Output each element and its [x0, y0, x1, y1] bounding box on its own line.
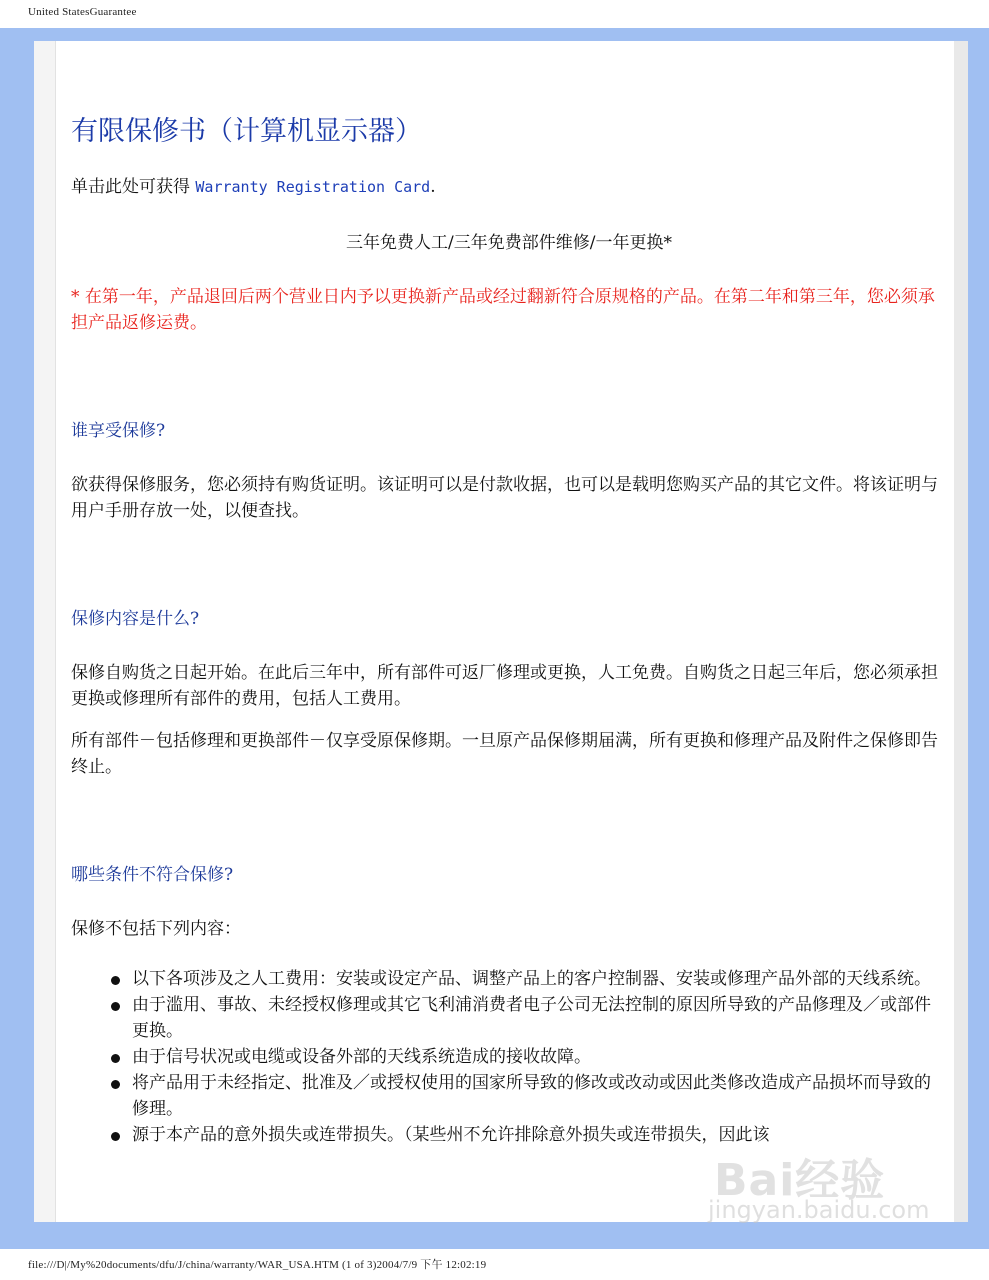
- watermark-logo: Bai经验: [714, 1155, 886, 1206]
- replacement-note: * 在第一年，产品退回后两个营业日内予以更换新产品或经过翻新符合原规格的产品。在第二年和第三年，您必须承担产品返修运费。: [71, 287, 935, 333]
- list-item-text: 源于本产品的意外损失或连带损失。（某些州不允许排除意外损失或连带损失，因此该: [132, 1125, 770, 1145]
- section-heading-who: 谁享受保修?: [71, 421, 166, 441]
- list-item: [71, 992, 947, 1044]
- bullet-icon: [111, 1002, 120, 1011]
- list-item: [71, 1044, 947, 1070]
- baidu-jingyan-watermark: [704, 1144, 954, 1234]
- registration-suffix: .: [430, 177, 436, 197]
- watermark-url: jingyan.baidu.com: [708, 1196, 930, 1224]
- section-paragraph: 欲获得保修服务，您必须持有购货证明。该证明可以是付款收据，也可以是载明您购买产品的其它文件。将该证明与用户手册存放一处，以便查找。: [71, 475, 938, 521]
- bullet-icon: [111, 1132, 120, 1141]
- list-item-text: 以下各项涉及之人工费用：安装或设定产品、调整产品上的客户控制器、安装或修理产品外部的天线系统。: [132, 969, 931, 989]
- bullet-icon: [111, 976, 120, 985]
- section-paragraph: 所有部件－包括修理和更换部件－仅享受原保修期。一旦原产品保修期届满，所有更换和修理产品及附件之保修即告终止。: [71, 731, 938, 777]
- left-margin-rule: [34, 41, 56, 1222]
- list-item-text: 由于滥用、事故、未经授权修理或其它飞利浦消费者电子公司无法控制的原因所导致的产品修理及／或部件更换。: [132, 995, 931, 1041]
- section-heading-coverage: 保修内容是什么?: [71, 609, 200, 629]
- list-item-text: 由于信号状况或电缆或设备外部的天线系统造成的接收故障。: [132, 1047, 591, 1067]
- section-paragraph: 保修自购货之日起开始。在此后三年中，所有部件可返厂修理或更换，人工免费。自购货之日起三年后，您必须承担更换或修理所有部件的费用，包括人工费用。: [71, 663, 938, 709]
- bullet-icon: [111, 1080, 120, 1089]
- print-footer: file:///D|/My%20documents/dfu/J/china/warranty/WAR_USA.HTM (1 of 3)2004/7/9 下午 12:02:19: [28, 1259, 487, 1271]
- print-header: United StatesGuarantee: [28, 6, 137, 18]
- bullet-icon: [111, 1054, 120, 1063]
- right-scroll-track: [954, 41, 968, 1222]
- section-heading-exclusions: 哪些条件不符合保修?: [71, 865, 234, 885]
- list-item: [71, 966, 947, 992]
- list-item: [71, 1070, 947, 1122]
- warranty-summary: 三年免费人工/三年免费部件维修/一年更换*: [346, 233, 672, 253]
- page-title: 有限保修书（计算机显示器）: [71, 116, 422, 147]
- document-content: [71, 112, 947, 1148]
- exclusion-list: [71, 966, 947, 1148]
- registration-prefix: 单击此处可获得: [71, 177, 196, 197]
- warranty-registration-link[interactable]: Warranty Registration Card: [195, 178, 431, 196]
- registration-line: [71, 174, 947, 200]
- list-item-text: 将产品用于未经指定、批准及／或授权使用的国家所导致的修改或改动或因此类修改造成产品损坏而导致的修理。: [132, 1073, 931, 1119]
- section-paragraph: 保修不包括下列内容：: [71, 919, 241, 939]
